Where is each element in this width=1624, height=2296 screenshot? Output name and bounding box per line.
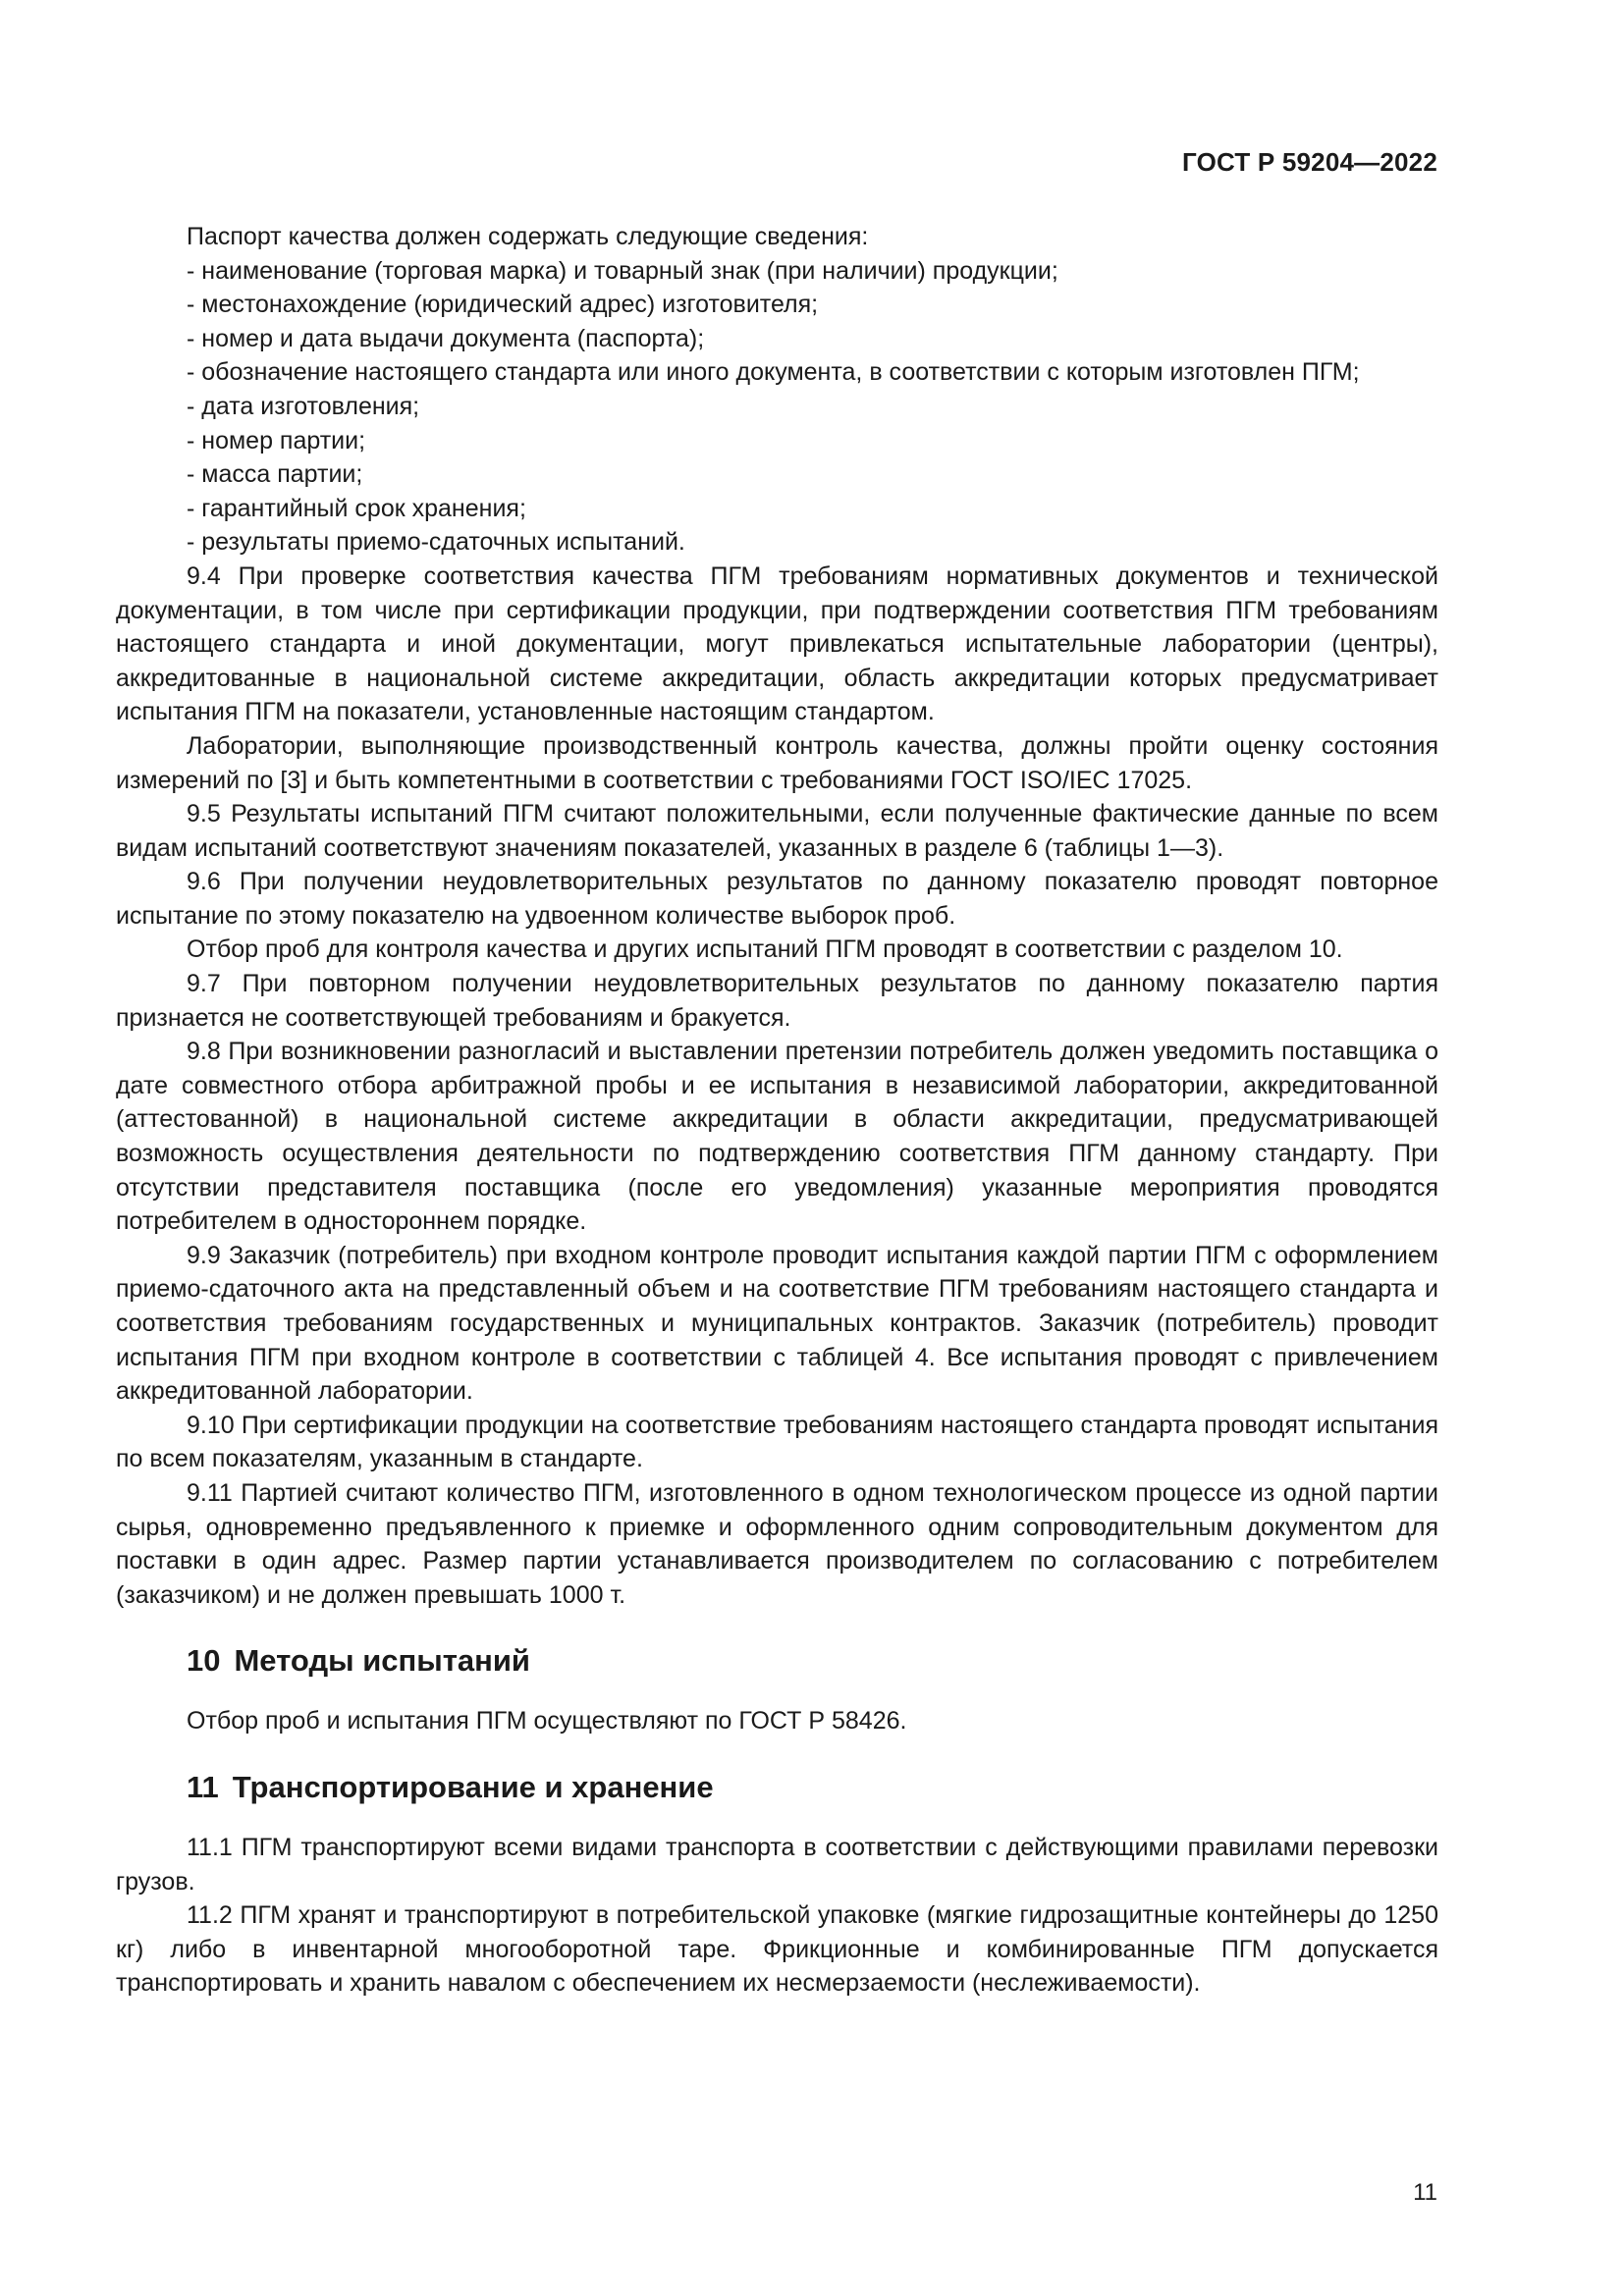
- section-10-number: 10: [187, 1643, 221, 1679]
- section-11-heading: [116, 1766, 1438, 1809]
- passport-item: - обозначение настоящего стандарта или иного документа, в соответствии с которым изготовлен ПГМ;: [187, 358, 1360, 387]
- paragraph-9-11: 9.11 Партией считают количество ПГМ, изготовленного в одном технологическом процессе из одной партии сырья, одновременно предъявленного к приемке и оформленного одним сопроводительным документом для поставки в один адрес. Размер партии устанавливается производителем по согласованию с потребителем (заказчиком) и не должен превышать 1000 т.: [116, 1478, 1438, 1609]
- passport-intro: Паспорт качества должен содержать следующие сведения:: [187, 223, 869, 250]
- paragraph-9-7: 9.7 При повторном получении неудовлетворительных результатов по данному показателю партия признается не соответствующей требованиям и бракуется.: [116, 970, 1438, 1032]
- document-body: [116, 220, 1438, 2001]
- document-code-header: ГОСТ Р 59204—2022: [1182, 147, 1437, 177]
- passport-item: - дата изготовления;: [187, 392, 420, 420]
- paragraph-laboratories: Лаборатории, выполняющие производственный контроль качества, должны пройти оценку состояния измерений по [3] и быть компетентными в соответствии с требованиями ГОСТ ISO/IEC 17025.: [116, 731, 1438, 794]
- paragraph-9-6: 9.6 При получении неудовлетворительных результатов по данному показателю проводят повторное испытание по этому показателю на удвоенном количестве выборок проб.: [116, 868, 1438, 930]
- section-10-text: Отбор проб и испытания ПГМ осуществляют по ГОСТ Р 58426.: [187, 1707, 907, 1735]
- passport-item: - результаты приемо-сдаточных испытаний.: [187, 528, 685, 557]
- paragraph-11-2: 11.2 ПГМ хранят и транспортируют в потребительской упаковке (мягкие гидрозащитные контейнеры до 1250 кг) либо в инвентарной многооборотной таре. Фрикционные и комбинированные ПГМ допускается транспортировать и хранить навалом с обеспечением их несмерзаемости (неслеживаемости).: [116, 1901, 1438, 1998]
- passport-item: - масса партии;: [187, 460, 363, 489]
- paragraph-9-8: 9.8 При возникновении разногласий и выставлении претензии потребитель должен уведомить поставщика о дате совместного отбора арбитражной пробы и ее испытания в независимой лаборатории, аккредитованной (аттестованной) в национальной системе аккредитации в области аккредитации, предусматривающей возможность осуществления деятельности по подтверждению соответствия ПГМ данному стандарту. При отсутствии представителя поставщика (после его уведомления) указанные мероприятия проводятся потребителем в одностороннем порядке.: [116, 1038, 1438, 1236]
- passport-item: - наименование (торговая марка) и товарный знак (при наличии) продукции;: [187, 256, 1058, 285]
- section-11-title: Транспортирование и хранение: [232, 1769, 714, 1804]
- paragraph-9-4: 9.4 При проверке соответствия качества ПГМ требованиям нормативных документов и технической документации, в том числе при сертификации продукции, при подтверждении соответствия ПГМ требованиям настоящего стандарта и иной документации, могут привлекаться испытательные лаборатории (центры), аккредитованные в национальной системе аккредитации, область аккредитации которых предусматривает испытания ПГМ на показатели, установленные настоящим стандартом.: [116, 561, 1438, 726]
- paragraph-11-1: 11.1 ПГМ транспортируют всеми видами транспорта в соответствии с действующими правилами перевозки грузов.: [116, 1833, 1438, 1896]
- passport-item: - гарантийный срок хранения;: [187, 494, 526, 522]
- paragraph-9-9: 9.9 Заказчик (потребитель) при входном контроле проводит испытания каждой партии ПГМ с оформлением приемо-сдаточного акта на представленный объем и на соответствие ПГМ требованиям настоящего стандарта и соответствия требованиям государственных и муниципальных контрактов. Заказчик (потребитель) проводит испытания ПГМ при входном контроле в соответствии с таблицей 4. Все испытания проводят с привлечением аккредитованной лаборатории.: [116, 1241, 1438, 1406]
- section-10-heading: [116, 1639, 1438, 1682]
- page-number: 11: [1413, 2179, 1437, 2206]
- paragraph-sampling: Отбор проб для контроля качества и других испытаний ПГМ проводят в соответствии с разделом 10.: [187, 935, 1343, 964]
- passport-item: - номер партии;: [187, 426, 366, 454]
- paragraph-9-5: 9.5 Результаты испытаний ПГМ считают положительными, если полученные фактические данные по всем видам испытаний соответствуют значениям показателей, указанных в разделе 6 (таблицы 1—3).: [116, 800, 1438, 862]
- section-11-number: 11: [187, 1769, 219, 1804]
- passport-item: - номер и дата выдачи документа (паспорта);: [187, 324, 705, 352]
- section-10-title: Методы испытаний: [234, 1643, 530, 1679]
- passport-item: - местонахождение (юридический адрес) изготовителя;: [187, 291, 819, 319]
- paragraph-9-10: 9.10 При сертификации продукции на соответствие требованиям настоящего стандарта проводят испытания по всем показателям, указанным в стандарте.: [116, 1411, 1438, 1473]
